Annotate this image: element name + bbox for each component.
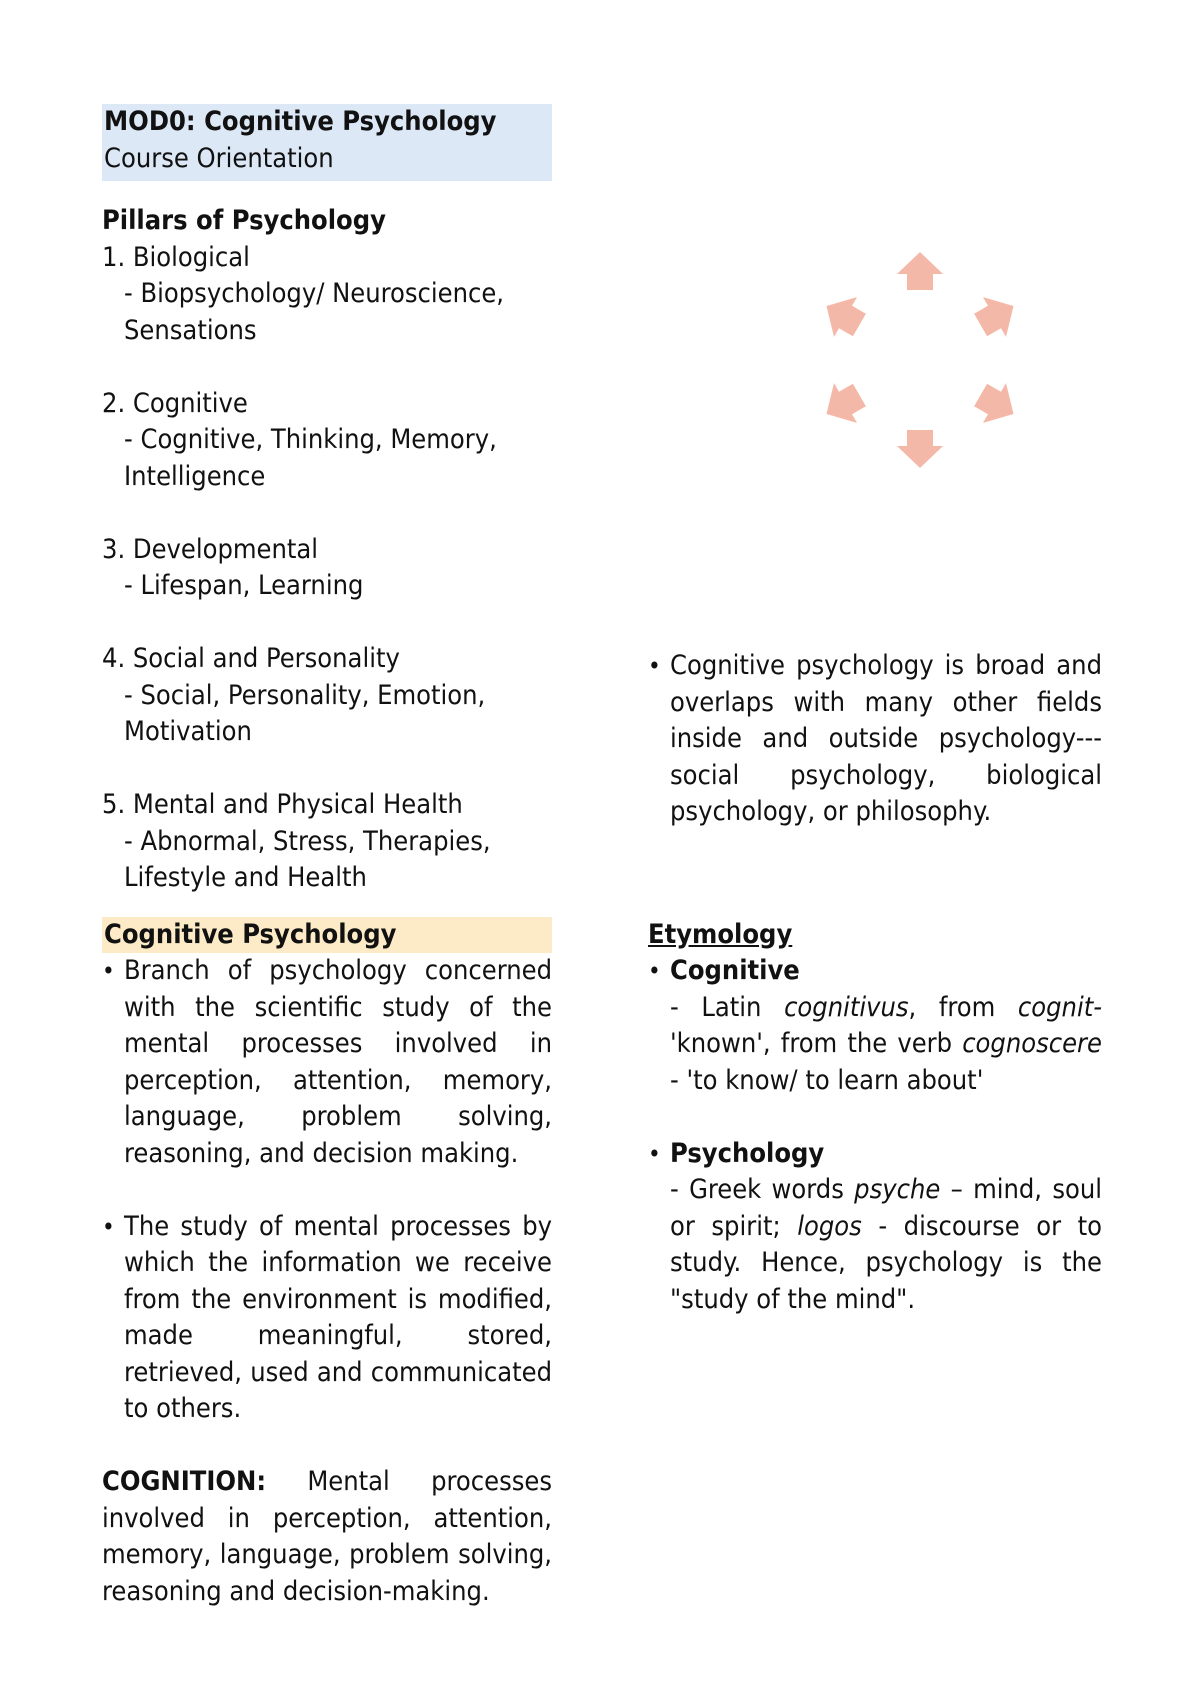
pillars-heading: Pillars of Psychology [102,205,386,236]
etymology-heading: Etymology [648,918,793,950]
definition-list [102,1209,552,1428]
pillar-item-biological [102,240,552,350]
cognition-definition [102,1464,552,1610]
etymology-list [648,1136,1102,1319]
pillar-item-developmental [102,532,552,605]
pillar-desc: Sensations [124,314,257,346]
pillar-desc: - Abnormal, Stress, Therapies, [124,825,491,857]
cycle-arrows-icon [815,252,1025,468]
document-title: MOD0: Cognitive Psychology [104,106,497,137]
definition-list [102,953,552,1172]
title-box [102,104,552,181]
cognitive-psychology-heading-box [102,917,552,954]
pillar-desc: - Social, Personality, Emotion, [124,679,486,711]
arrow-top [897,252,943,290]
list-item: • Cognitive psychology is broad and overlaps with many other fields inside and outside psychology---social psychology, biological psychology, or philosophy. [648,648,1102,831]
cycle-diagram [800,240,1040,480]
pillar-item-social-personality [102,641,552,751]
left-column [102,104,552,1610]
overlap-list [648,648,1102,831]
pillar-label: 3. Developmental [102,533,319,565]
list-item: • The study of mental processes by which the information we receive from the environment is modified, made meaningful, stored, retrieved, used and communicated to others. [102,1209,552,1428]
right-column [648,648,1102,1318]
list-item [648,1136,1102,1319]
etymology-term-psychology: Psychology [670,1137,825,1169]
arrow-top-right [969,286,1025,345]
arrow-top-left [815,286,871,345]
pillar-label: 4. Social and Personality [102,643,400,674]
pillar-item-cognitive [102,386,552,496]
pillar-desc: - Cognitive, Thinking, Memory, [124,424,497,455]
pillar-label: 2. Cognitive [102,387,248,419]
arrow-bottom [897,430,943,468]
etymology-list [648,953,1102,1099]
pillar-desc: - Lifespan, Learning [124,570,364,601]
arrow-bottom-left [815,375,871,434]
list-item: • Branch of psychology concerned with the scientific study of the mental processes involved in perception, attention, memory, language, problem solving, reasoning, and decision making. [102,953,552,1172]
pillar-label: 5. Mental and Physical Health [102,789,463,820]
pillar-desc: Lifestyle and Health [124,862,367,893]
pillar-desc: - Biopsychology/ Neuroscience, [124,278,505,309]
cognitive-psychology-heading: Cognitive Psychology [104,918,397,950]
pillar-item-mental-physical-health [102,787,552,897]
etymology-desc-psychology: - Greek words psyche – mind, soul or spirit; logos - discourse or to study. Hence, psychology is the "study of the mind". [670,1174,1102,1315]
document-subtitle: Course Orientation [104,142,334,174]
cognition-text: Mental processes involved in perception, attention, memory, language, problem solving, reasoning and decision-making. [102,1466,552,1607]
etymology-term-cognitive: Cognitive [670,955,800,986]
pillar-desc: Intelligence [124,460,266,492]
cognition-term: COGNITION: [102,1466,267,1497]
arrow-bottom-right [969,375,1025,434]
list-item [648,953,1102,1099]
pillar-label: 1. Biological [102,241,250,273]
pillar-desc: Motivation [124,716,252,747]
etymology-desc-cognitive: - Latin cognitivus, from cognit- 'known', from the verb cognoscere - 'to know/ to learn about' [670,991,1102,1096]
